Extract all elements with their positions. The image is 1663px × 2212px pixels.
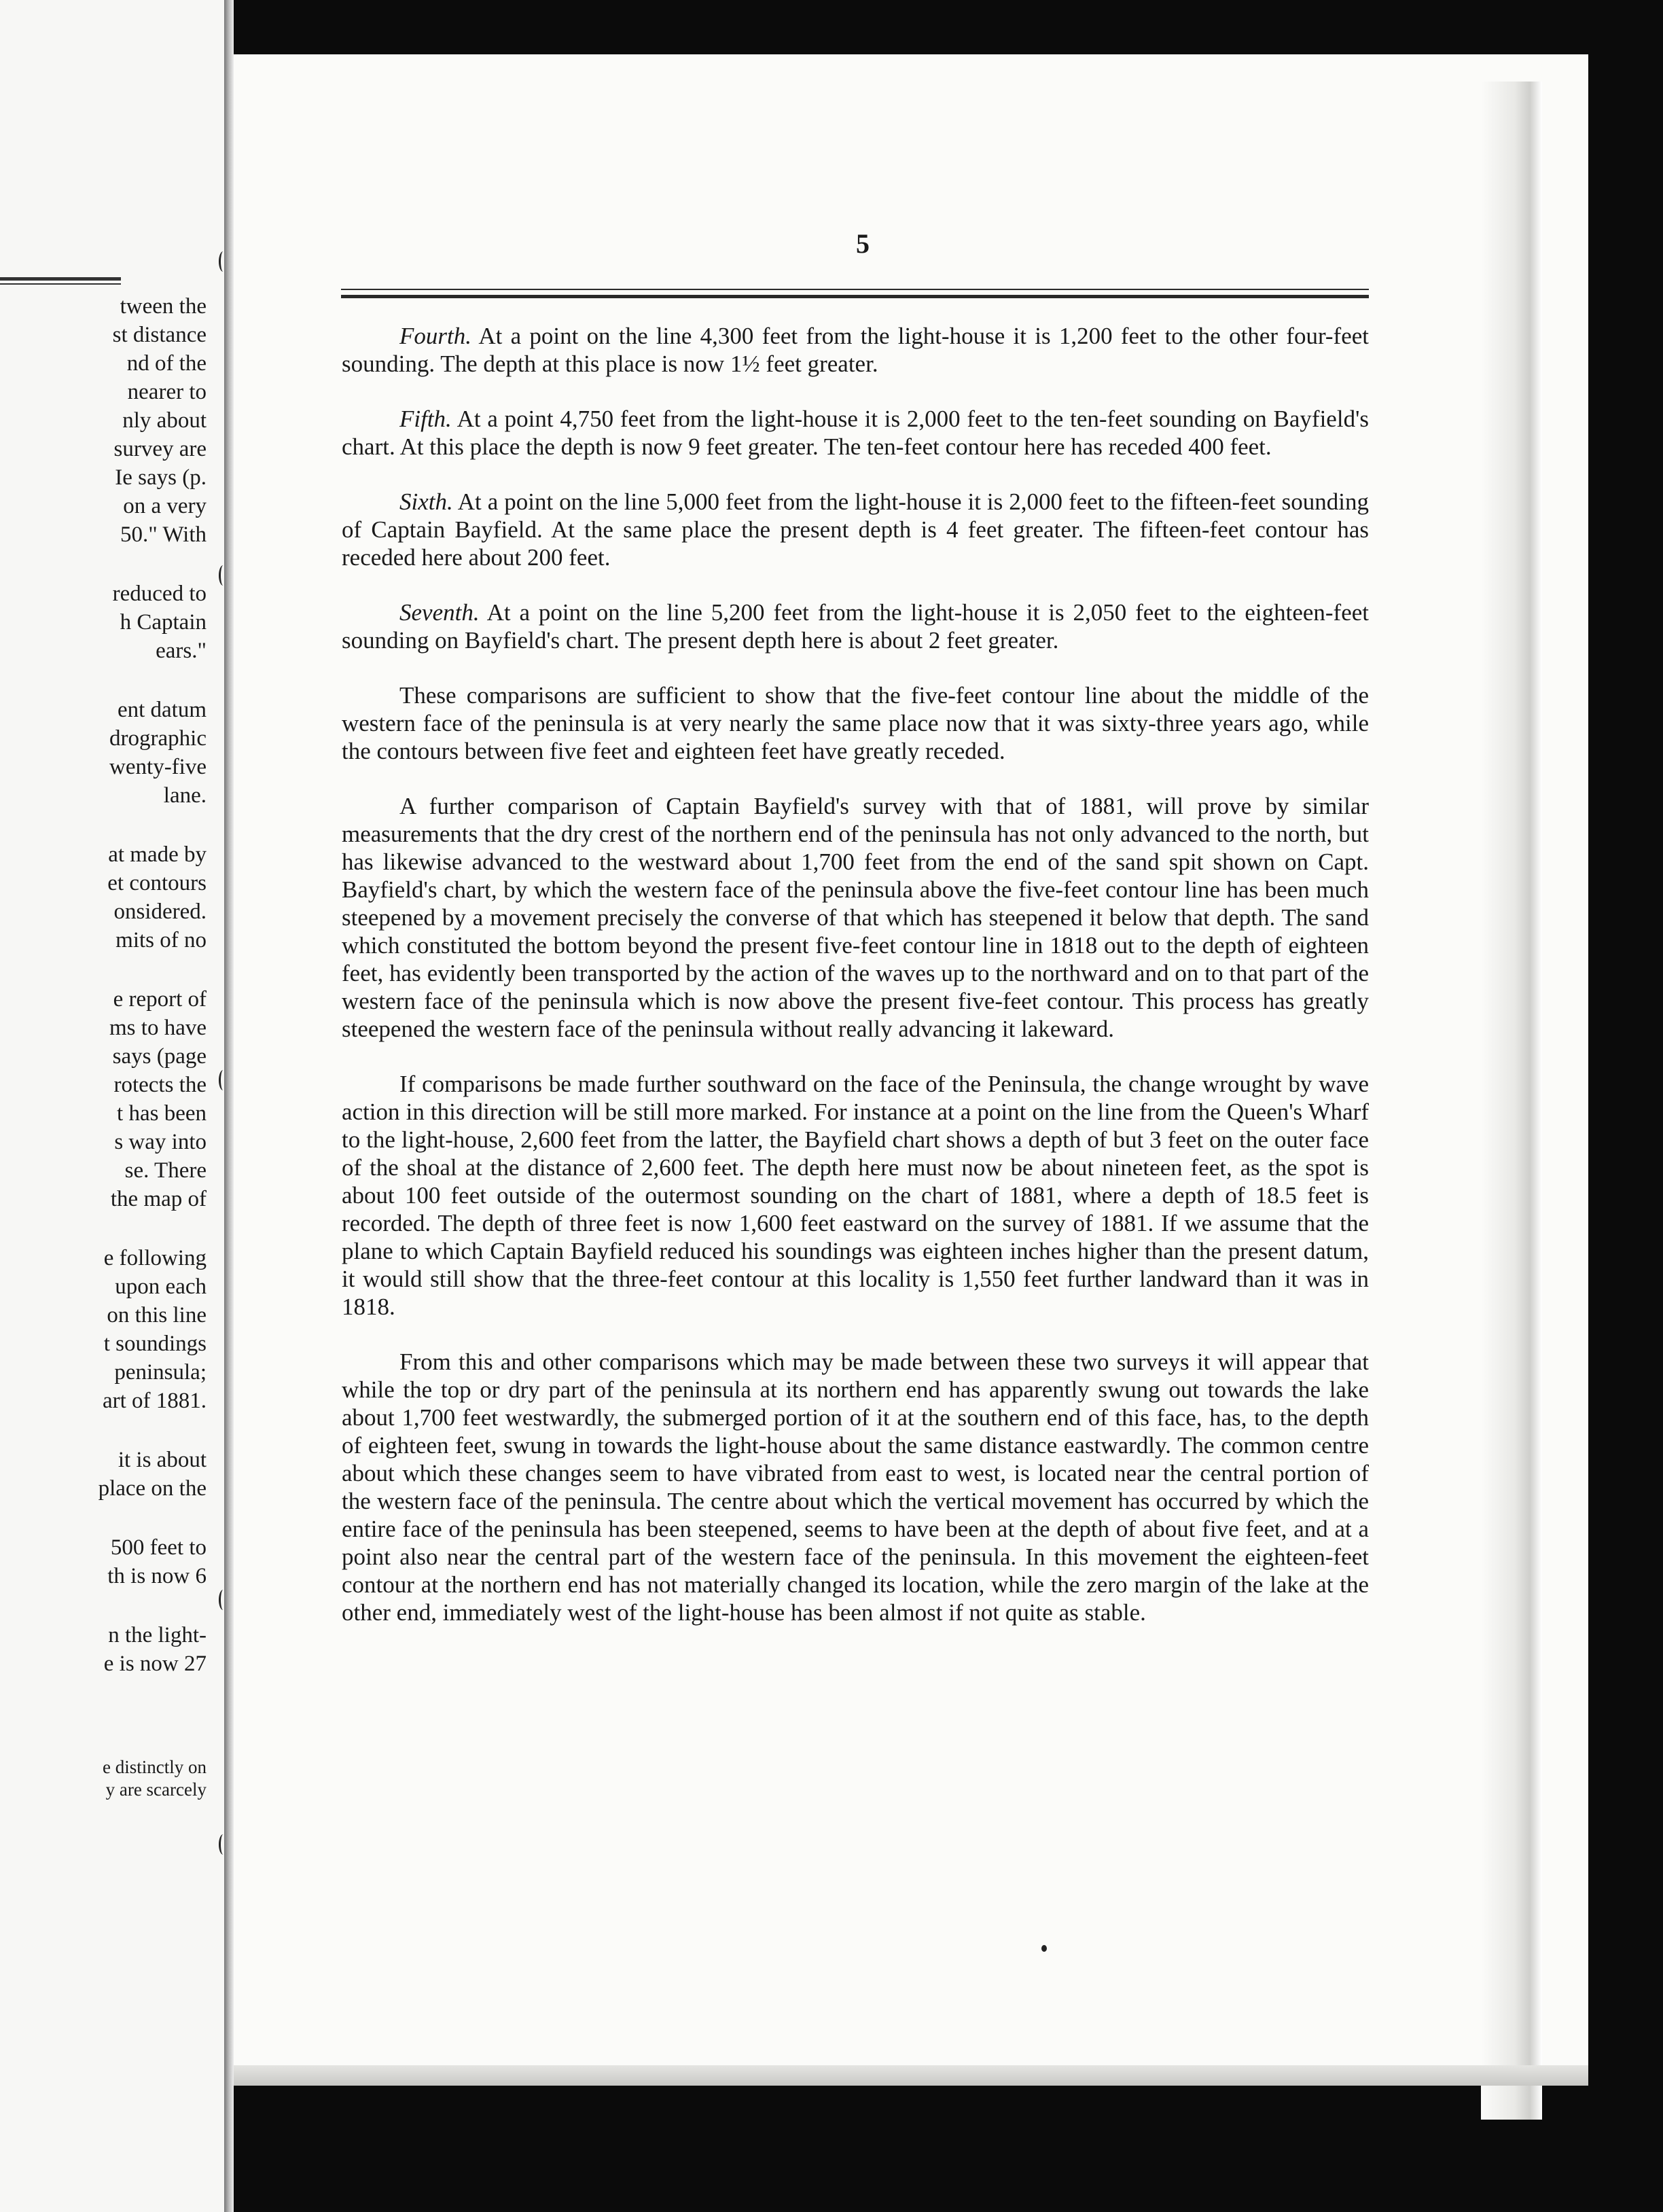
facing-page-line: upon each bbox=[115, 1274, 207, 1299]
facing-page-line: t has been bbox=[117, 1101, 207, 1126]
facing-page-line: Ie says (p. bbox=[115, 465, 207, 490]
facing-page-line: nd of the bbox=[126, 351, 207, 376]
facing-page-line: lane. bbox=[163, 783, 207, 808]
gutter-mark bbox=[219, 251, 228, 272]
paragraph-label: Fifth. bbox=[399, 406, 452, 432]
gutter-mark bbox=[219, 1590, 228, 1610]
facing-page-gap bbox=[0, 1415, 212, 1446]
facing-page-gap bbox=[0, 955, 212, 985]
paragraph-text: At a point on the line 4,300 feet from the light-house it is 1,200 feet to the other four-feet sounding. The depth at this place is now 1½ feet greater. bbox=[342, 323, 1369, 377]
facing-page-line: survey are bbox=[113, 437, 207, 461]
paragraph-label: Sixth. bbox=[399, 488, 453, 515]
paragraph bbox=[342, 599, 1369, 654]
facing-page-gap bbox=[0, 1503, 212, 1533]
paragraph-text: If comparisons be made further southward on the face of the Peninsula, the change wrought by wave action in this direction will be still more marked. For instance at a point on the line from the Queen's Wharf to the light-house, 2,600 feet from the latter, the Bayfield chart shows a depth of but 3 feet on the outer face of the shoal at the distance of 2,600 feet. The depth here must now be about nineteen feet, as the spot is about 100 feet outside of the outermost sounding on the chart of 1881, where a depth of 18.5 feet is recorded. The depth of three feet is now 1,600 feet eastward on the survey of 1881. If we assume that the plane to which Captain Bayfield reduced his soundings was eighteen inches higher than the present datum, it would still show that the three-feet contour at this locality is 1,550 feet further landward than it was in 1818. bbox=[342, 1071, 1369, 1320]
facing-page-line: peninsula; bbox=[114, 1360, 207, 1385]
paragraph-label: Fourth. bbox=[399, 323, 471, 349]
paragraph-label: Seventh. bbox=[399, 599, 480, 626]
page-bottom-edge bbox=[234, 2065, 1588, 2086]
facing-page-line: wenty-five bbox=[109, 755, 207, 779]
binding-gutter bbox=[224, 0, 234, 2212]
paragraph bbox=[342, 405, 1369, 461]
ink-speck bbox=[1041, 1945, 1047, 1952]
facing-page-line: 50." With bbox=[120, 522, 207, 547]
facing-page-footnote: y are scarcely bbox=[105, 1779, 207, 1800]
paragraph bbox=[342, 322, 1369, 378]
facing-page-line: e report of bbox=[113, 987, 207, 1012]
facing-page-line: says (page bbox=[112, 1044, 207, 1069]
facing-page-line: et contours bbox=[107, 871, 207, 895]
body-text bbox=[342, 322, 1369, 1654]
paragraph-text: A further comparison of Captain Bayfield's survey with that of 1881, will prove by similar measurements that the dry crest of the northern end of the peninsula has not only advanced to the north, but has likewise advanced to the westward about 1,700 feet from the end of the sand spit shown on Capt. Bayfield's chart, by which the western face of the peninsula above the five-feet contour line has been much steepened by a movement precisely the converse of that which has steepened it below that depth. The sand which constituted the bottom beyond the present five-feet contour line in 1818 out to the depth of eighteen feet, has evidently been transported by the action of the waves up to the northward and on to that part of the western face of the peninsula which is now above the present five-feet contour. This process has greatly steepened the western face of the peninsula without really advancing it lakeward. bbox=[342, 793, 1369, 1042]
facing-page-line: on a very bbox=[123, 494, 207, 518]
facing-page-line: onsidered. bbox=[113, 899, 207, 924]
facing-page-line: nly about bbox=[122, 408, 207, 433]
header-rule bbox=[341, 289, 1369, 298]
paragraph-text: At a point on the line 5,200 feet from the light-house it is 2,050 feet to the eighteen-feet sounding on Bayfield's chart. The present depth here is about 2 feet greater. bbox=[342, 599, 1369, 654]
facing-page-gap bbox=[0, 1213, 212, 1244]
facing-page-line: on this line bbox=[107, 1303, 207, 1327]
facing-page-line: n the light- bbox=[108, 1623, 207, 1647]
facing-page-gap bbox=[0, 1590, 212, 1621]
facing-page-line: ent datum bbox=[117, 698, 207, 722]
facing-page-line: at made by bbox=[108, 842, 207, 867]
facing-page-line: the map of bbox=[110, 1187, 207, 1211]
facing-page-rule bbox=[0, 277, 121, 285]
facing-page-line: art of 1881. bbox=[102, 1389, 207, 1413]
facing-page-line: se. There bbox=[124, 1158, 207, 1183]
facing-page-line: rotects the bbox=[113, 1073, 207, 1097]
paragraph bbox=[342, 792, 1369, 1043]
facing-page-line: e is now 27 bbox=[103, 1652, 207, 1676]
facing-page-line: ms to have bbox=[109, 1016, 207, 1040]
facing-page-line: tween the bbox=[120, 294, 207, 319]
gutter-mark bbox=[219, 1070, 228, 1090]
facing-page-line: t soundings bbox=[103, 1332, 207, 1356]
facing-page-line: it is about bbox=[118, 1448, 207, 1472]
paragraph bbox=[342, 681, 1369, 765]
paragraph-text: At a point on the line 5,000 feet from the light-house it is 2,000 feet to the fifteen-feet sounding of Captain Bayfield. At the same place the present depth is 4 feet greater. The fifteen-feet contour has receded here about 200 feet. bbox=[342, 488, 1369, 571]
facing-page-line: s way into bbox=[114, 1130, 207, 1154]
facing-page-line: 500 feet to bbox=[110, 1535, 207, 1560]
paragraph-text: From this and other comparisons which may be made between these two surveys it will appear that while the top or dry part of the peninsula at its northern end has apparently swung out towards the lake about 1,700 feet westwardly, the submerged portion of it at the southern end of this face, has, to the depth of eighteen feet, swung in towards the light-house about the same distance eastwardly. The common centre about which these changes seem to have vibrated from east to west, is located near the central portion of the western face of the peninsula. The centre about which the vertical movement has occurred by which the entire face of the peninsula has been steepened, seems to have been at the depth of about five feet, and at a point also near the central part of the western face of the peninsula. In this movement the eighteen-feet contour at the northern end has not materially changed its location, while the zero margin of the lake at the other end, immediately west of the light-house has been almost if not quite as stable. bbox=[342, 1349, 1369, 1626]
facing-page-gap bbox=[0, 549, 212, 579]
facing-page-line: mits of no bbox=[115, 928, 207, 952]
facing-page-gap bbox=[0, 810, 212, 840]
facing-page-line: reduced to bbox=[112, 582, 207, 606]
facing-page-line: nearer to bbox=[127, 380, 207, 404]
paragraph bbox=[342, 1348, 1369, 1626]
facing-page-text bbox=[0, 292, 212, 1801]
paragraph bbox=[342, 488, 1369, 571]
paragraph-text: At a point 4,750 feet from the light-house it is 2,000 feet to the ten-feet sounding on Bayfield's chart. At this place the depth is now 9 feet greater. The ten-feet contour here has receded 400 feet. bbox=[342, 406, 1369, 460]
facing-page-line: ears." bbox=[156, 639, 207, 663]
gutter-mark bbox=[219, 1834, 228, 1855]
paragraph bbox=[342, 1070, 1369, 1321]
facing-page-gap bbox=[0, 1678, 212, 1756]
facing-page-line: drographic bbox=[109, 726, 207, 751]
facing-page-gap bbox=[0, 665, 212, 696]
facing-page-line: h Captain bbox=[120, 610, 207, 635]
page-number: 5 bbox=[856, 228, 870, 259]
paragraph-text: These comparisons are sufficient to show that the five-feet contour line about the middle of the western face of the peninsula is at very nearly the same place now that it was sixty-three years ago, while the contours between five feet and eighteen feet have greatly receded. bbox=[342, 682, 1369, 764]
facing-page-footnote: e distinctly on bbox=[103, 1757, 207, 1777]
facing-page-line: st distance bbox=[112, 323, 207, 347]
facing-page-line: e following bbox=[103, 1246, 207, 1270]
gutter-mark bbox=[219, 565, 228, 586]
facing-page-line: th is now 6 bbox=[107, 1564, 207, 1588]
facing-page-line: place on the bbox=[98, 1476, 207, 1501]
page-edge-shadow bbox=[1481, 82, 1542, 2120]
